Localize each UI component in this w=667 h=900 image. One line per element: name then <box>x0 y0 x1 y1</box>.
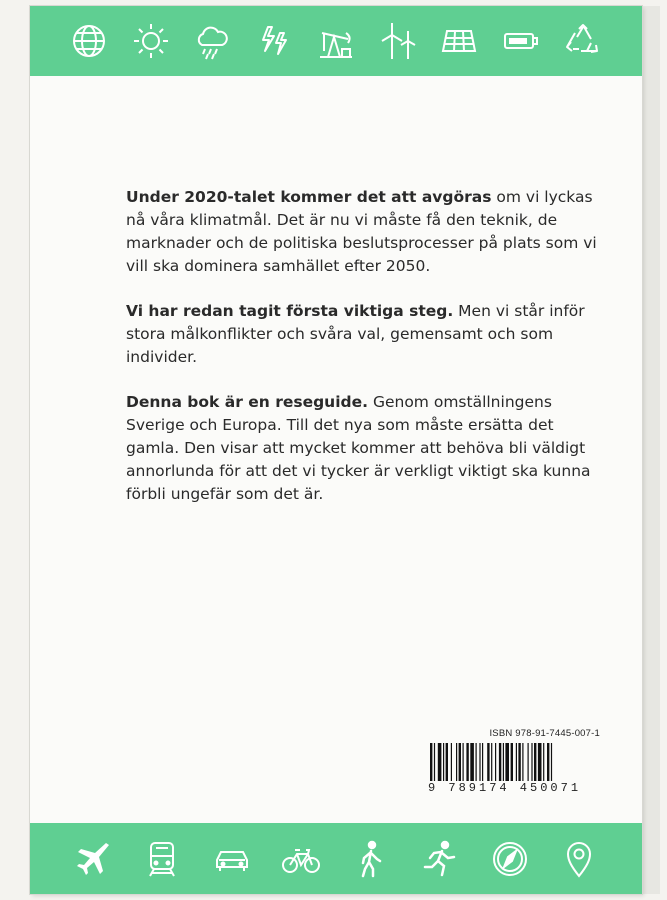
isbn-label: ISBN 978-91-7445-007-1 <box>489 728 600 739</box>
bicycle-icon <box>281 839 321 879</box>
barcode-bar <box>528 743 529 781</box>
book-back-cover <box>30 6 642 894</box>
running-person-icon <box>420 839 460 879</box>
barcode-bar <box>495 743 496 781</box>
barcode-bar <box>482 743 483 781</box>
recycle-icon <box>563 21 603 61</box>
solar-panel-icon <box>439 21 479 61</box>
barcode-bar <box>503 743 504 781</box>
barcode <box>428 743 600 783</box>
bottom-icon-band <box>30 823 642 894</box>
barcode-bar <box>446 743 448 781</box>
globe-icon <box>69 21 109 61</box>
barcode-bar <box>499 743 501 781</box>
barcode-bar <box>459 743 461 781</box>
compass-icon <box>490 839 530 879</box>
map-pin-icon <box>559 839 599 879</box>
barcode-bar <box>456 743 457 781</box>
isbn-block <box>428 728 600 795</box>
blurb-lead: Denna bok är en reseguide. <box>126 393 369 411</box>
barcode-number: 9 789174 450071 <box>428 781 582 795</box>
barcode-bar <box>516 743 517 781</box>
barcode-bar <box>547 743 549 781</box>
barcode-bar <box>531 743 532 781</box>
walking-person-icon <box>351 839 391 879</box>
top-icon-band <box>30 6 642 76</box>
blurb-paragraph <box>126 186 606 278</box>
barcode-bar <box>487 743 489 781</box>
sun-icon <box>131 21 171 61</box>
blurb-body: Genom omställningens Sverige och Europa. Till det nya som måste ersätta det gamla. Den visar att mycket kommer att behöva bli väldigt annorlunda för att det vi tycker är verkligt viktigt ska kunna förbli ungefär som det är. <box>126 393 591 503</box>
barcode-bar <box>438 743 442 781</box>
barcode-bar <box>466 743 468 781</box>
barcode-bar <box>551 743 552 781</box>
barcode-bar <box>538 743 542 781</box>
blurb-lead: Under 2020-talet kommer det att avgöras <box>126 188 492 206</box>
blurb-paragraph <box>126 391 606 506</box>
barcode-bar <box>491 743 492 781</box>
barcode-bar <box>476 743 477 781</box>
oil-pump-icon <box>316 21 356 61</box>
blurb-paragraph <box>126 300 606 369</box>
barcode-bar <box>470 743 474 781</box>
airplane-icon <box>73 839 113 879</box>
barcode-bar <box>430 743 432 781</box>
barcode-bar <box>518 743 520 781</box>
train-icon <box>142 839 182 879</box>
blurb-body: Men vi står inför stora målkonflikter och svåra val, gemensamt och som individer. <box>126 302 585 366</box>
barcode-bar <box>479 743 480 781</box>
blurb-body: om vi lyckas nå våra klimatmål. Det är nu vi måste få den teknik, de marknader och de politiska beslutsprocesser på plats som vi vill ska dominera samhället efter 2050. <box>126 188 597 275</box>
lightning-icon <box>254 21 294 61</box>
barcode-bar <box>443 743 444 781</box>
wind-turbine-icon <box>378 21 418 61</box>
barcode-bar <box>463 743 464 781</box>
rain-cloud-icon <box>192 21 232 61</box>
book-spine-edge <box>642 6 660 894</box>
barcode-bar <box>511 743 513 781</box>
barcode-bar <box>543 743 544 781</box>
battery-icon <box>501 21 541 61</box>
barcode-bar <box>505 743 509 781</box>
barcode-bar <box>434 743 435 781</box>
blurb-lead: Vi har redan tagit första viktiga steg. <box>126 302 454 320</box>
car-icon <box>212 839 252 879</box>
barcode-bar <box>522 743 523 781</box>
barcode-bar <box>451 743 452 781</box>
blurb-text <box>126 186 606 528</box>
barcode-bar <box>534 743 536 781</box>
